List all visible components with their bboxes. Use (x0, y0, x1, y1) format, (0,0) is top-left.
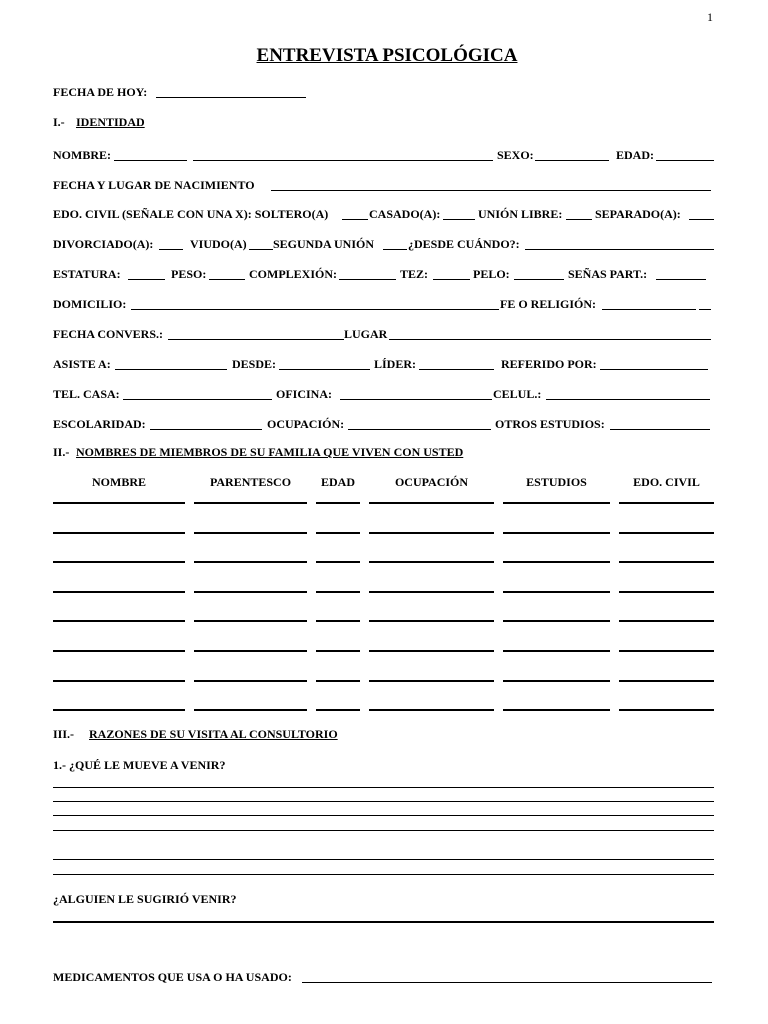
tez-field[interactable] (433, 279, 470, 280)
col-header-parentesco: PARENTESCO (209, 475, 292, 489)
casado-label: CASADO(A): (369, 207, 441, 221)
page-number: 1 (707, 10, 713, 24)
family-cell-ocupacion[interactable] (369, 620, 494, 622)
otros-estudios-label: OTROS ESTUDIOS: (495, 417, 605, 431)
family-cell-ocupacion[interactable] (369, 561, 494, 563)
complexion-field[interactable] (339, 279, 396, 280)
fecha-convers-label: FECHA CONVERS.: (53, 327, 164, 341)
tel-casa-field[interactable] (123, 399, 272, 400)
family-cell-edad[interactable] (316, 650, 360, 652)
family-cell-edad[interactable] (316, 709, 360, 711)
edo-civil-label: EDO. CIVIL (SEÑALE CON UNA X): SOLTERO(A) (53, 207, 329, 221)
family-cell-edo-civil[interactable] (619, 680, 714, 682)
family-cell-edo-civil[interactable] (619, 502, 714, 504)
family-cell-nombre[interactable] (53, 591, 185, 593)
answer-line-1[interactable] (53, 787, 714, 788)
soltero-field[interactable] (342, 219, 368, 220)
col-header-nombre: NOMBRE (92, 475, 146, 489)
answer-line-6[interactable] (53, 874, 714, 875)
family-cell-parentesco[interactable] (194, 680, 307, 682)
family-cell-edo-civil[interactable] (619, 709, 714, 711)
family-cell-nombre[interactable] (53, 561, 185, 563)
fe-religion-field[interactable] (602, 309, 696, 310)
answer-line-5[interactable] (53, 859, 714, 860)
page-title: ENTREVISTA PSICOLÓGICA (256, 45, 518, 66)
family-cell-ocupacion[interactable] (369, 591, 494, 593)
question-2: ¿ALGUIEN LE SUGIRIÓ VENIR? (53, 892, 237, 906)
medicamentos-field[interactable] (302, 982, 712, 983)
separado-label: SEPARADO(A): (595, 207, 681, 221)
family-cell-edo-civil[interactable] (619, 561, 714, 563)
family-cell-ocupacion[interactable] (369, 532, 494, 534)
desde-field[interactable] (279, 369, 370, 370)
col-header-estudios: ESTUDIOS (526, 475, 587, 489)
asiste-field[interactable] (115, 369, 227, 370)
family-cell-parentesco[interactable] (194, 532, 307, 534)
viudo-label: VIUDO(A) (190, 237, 247, 251)
sexo-field[interactable] (535, 160, 609, 161)
family-cell-edad[interactable] (316, 680, 360, 682)
col-header-edad: EDAD (320, 475, 355, 489)
col-header-ocupacion: OCUPACIÓN (394, 475, 469, 489)
family-cell-ocupacion[interactable] (369, 650, 494, 652)
medicamentos-label: MEDICAMENTOS QUE USA O HA USADO: (53, 970, 292, 984)
family-cell-nombre[interactable] (53, 620, 185, 622)
separado-field[interactable] (689, 219, 714, 220)
family-cell-edad[interactable] (316, 502, 360, 504)
lider-label: LÍDER: (374, 357, 417, 371)
pelo-label: PELO: (473, 267, 510, 281)
escolaridad-label: ESCOLARIDAD: (53, 417, 146, 431)
otros-estudios-field[interactable] (610, 429, 710, 430)
family-cell-estudios[interactable] (503, 502, 610, 504)
family-cell-edad[interactable] (316, 591, 360, 593)
family-cell-nombre[interactable] (53, 532, 185, 534)
family-cell-edo-civil[interactable] (619, 591, 714, 593)
family-cell-nombre[interactable] (53, 709, 185, 711)
family-cell-parentesco[interactable] (194, 591, 307, 593)
col-header-edo-civil: EDO. CIVIL (633, 475, 700, 489)
nombre-label: NOMBRE: (53, 148, 111, 162)
family-cell-estudios[interactable] (503, 680, 610, 682)
referido-label: REFERIDO POR: (501, 357, 597, 371)
edad-field[interactable] (656, 160, 714, 161)
celular-field[interactable] (546, 399, 710, 400)
celular-label: CELUL.: (493, 387, 542, 401)
lider-field[interactable] (419, 369, 494, 370)
family-cell-ocupacion[interactable] (369, 709, 494, 711)
family-cell-edo-civil[interactable] (619, 650, 714, 652)
family-cell-estudios[interactable] (503, 650, 610, 652)
oficina-label: OFICINA: (276, 387, 332, 401)
ocupacion-field[interactable] (348, 429, 491, 430)
section-2-heading: NOMBRES DE MIEMBROS DE SU FAMILIA QUE VIVEN CON USTED (76, 445, 464, 459)
answer-line-2[interactable] (53, 801, 714, 802)
fecha-lugar-nacimiento-label: FECHA Y LUGAR DE NACIMIENTO (53, 178, 255, 192)
family-cell-estudios[interactable] (503, 561, 610, 563)
answer-line-q2[interactable] (53, 921, 714, 923)
answer-line-4[interactable] (53, 830, 714, 831)
family-cell-nombre[interactable] (53, 502, 185, 504)
estatura-field[interactable] (128, 279, 165, 280)
peso-label: PESO: (171, 267, 207, 281)
section-1-heading: IDENTIDAD (76, 115, 145, 129)
lugar-label: LUGAR (344, 327, 388, 341)
viudo-field[interactable] (249, 249, 273, 250)
section-2-number: II.- (53, 445, 70, 459)
senas-particulares-field[interactable] (656, 279, 706, 280)
domicilio-label: DOMICILIO: (53, 297, 127, 311)
fecha-convers-field[interactable] (168, 339, 344, 340)
family-cell-estudios[interactable] (503, 709, 610, 711)
fecha-hoy-field[interactable] (156, 97, 306, 98)
family-cell-ocupacion[interactable] (369, 502, 494, 504)
family-cell-parentesco[interactable] (194, 620, 307, 622)
family-cell-edo-civil[interactable] (619, 620, 714, 622)
family-cell-parentesco[interactable] (194, 650, 307, 652)
desde-label: DESDE: (232, 357, 277, 371)
fecha-hoy-label: FECHA DE HOY: (53, 85, 148, 99)
escolaridad-field[interactable] (150, 429, 262, 430)
divorciado-field[interactable] (159, 249, 183, 250)
estatura-label: ESTATURA: (53, 267, 121, 281)
family-cell-nombre[interactable] (53, 650, 185, 652)
question-1: 1.- ¿QUÉ LE MUEVE A VENIR? (53, 758, 226, 772)
family-cell-parentesco[interactable] (194, 502, 307, 504)
family-cell-edo-civil[interactable] (619, 532, 714, 534)
family-cell-ocupacion[interactable] (369, 680, 494, 682)
family-cell-parentesco[interactable] (194, 709, 307, 711)
divorciado-label: DIVORCIADO(A): (53, 237, 154, 251)
lugar-field[interactable] (389, 339, 711, 340)
domicilio-field[interactable] (131, 309, 499, 310)
tel-casa-label: TEL. CASA: (53, 387, 120, 401)
edad-label: EDAD: (616, 148, 654, 162)
oficina-field[interactable] (340, 399, 492, 400)
ocupacion-label: OCUPACIÓN: (267, 417, 345, 431)
section-1-number: I.- (53, 115, 65, 129)
family-cell-edad[interactable] (316, 532, 360, 534)
peso-field[interactable] (209, 279, 245, 280)
complexion-label: COMPLEXIÓN: (249, 267, 337, 281)
union-libre-field[interactable] (566, 219, 592, 220)
union-libre-label: UNIÓN LIBRE: (478, 207, 563, 221)
fe-religion-field-2[interactable] (699, 309, 711, 310)
asiste-label: ASISTE A: (53, 357, 111, 371)
sexo-label: SEXO: (497, 148, 534, 162)
family-cell-estudios[interactable] (503, 591, 610, 593)
pelo-field[interactable] (514, 279, 564, 280)
family-cell-nombre[interactable] (53, 680, 185, 682)
section-3-number: III.- (53, 727, 75, 741)
referido-field[interactable] (600, 369, 708, 370)
family-cell-estudios[interactable] (503, 532, 610, 534)
nombre-field-2[interactable] (193, 160, 493, 161)
fe-religion-label: FE O RELIGIÓN: (500, 297, 597, 311)
desde-cuando-field[interactable] (525, 249, 714, 250)
family-cell-edad[interactable] (316, 561, 360, 563)
nombre-field-1[interactable] (114, 160, 187, 161)
segunda-union-field[interactable] (383, 249, 407, 250)
answer-line-3[interactable] (53, 815, 714, 816)
tez-label: TEZ: (400, 267, 429, 281)
senas-particulares-label: SEÑAS PART.: (568, 267, 648, 281)
section-3-heading: RAZONES DE SU VISITA AL CONSULTORIO (89, 727, 338, 741)
family-cell-parentesco[interactable] (194, 561, 307, 563)
family-cell-edad[interactable] (316, 620, 360, 622)
segunda-union-label: SEGUNDA UNIÓN (273, 237, 375, 251)
desde-cuando-label: ¿DESDE CUÁNDO?: (408, 237, 520, 251)
fecha-lugar-nacimiento-field[interactable] (271, 190, 711, 191)
family-cell-estudios[interactable] (503, 620, 610, 622)
casado-field[interactable] (443, 219, 475, 220)
